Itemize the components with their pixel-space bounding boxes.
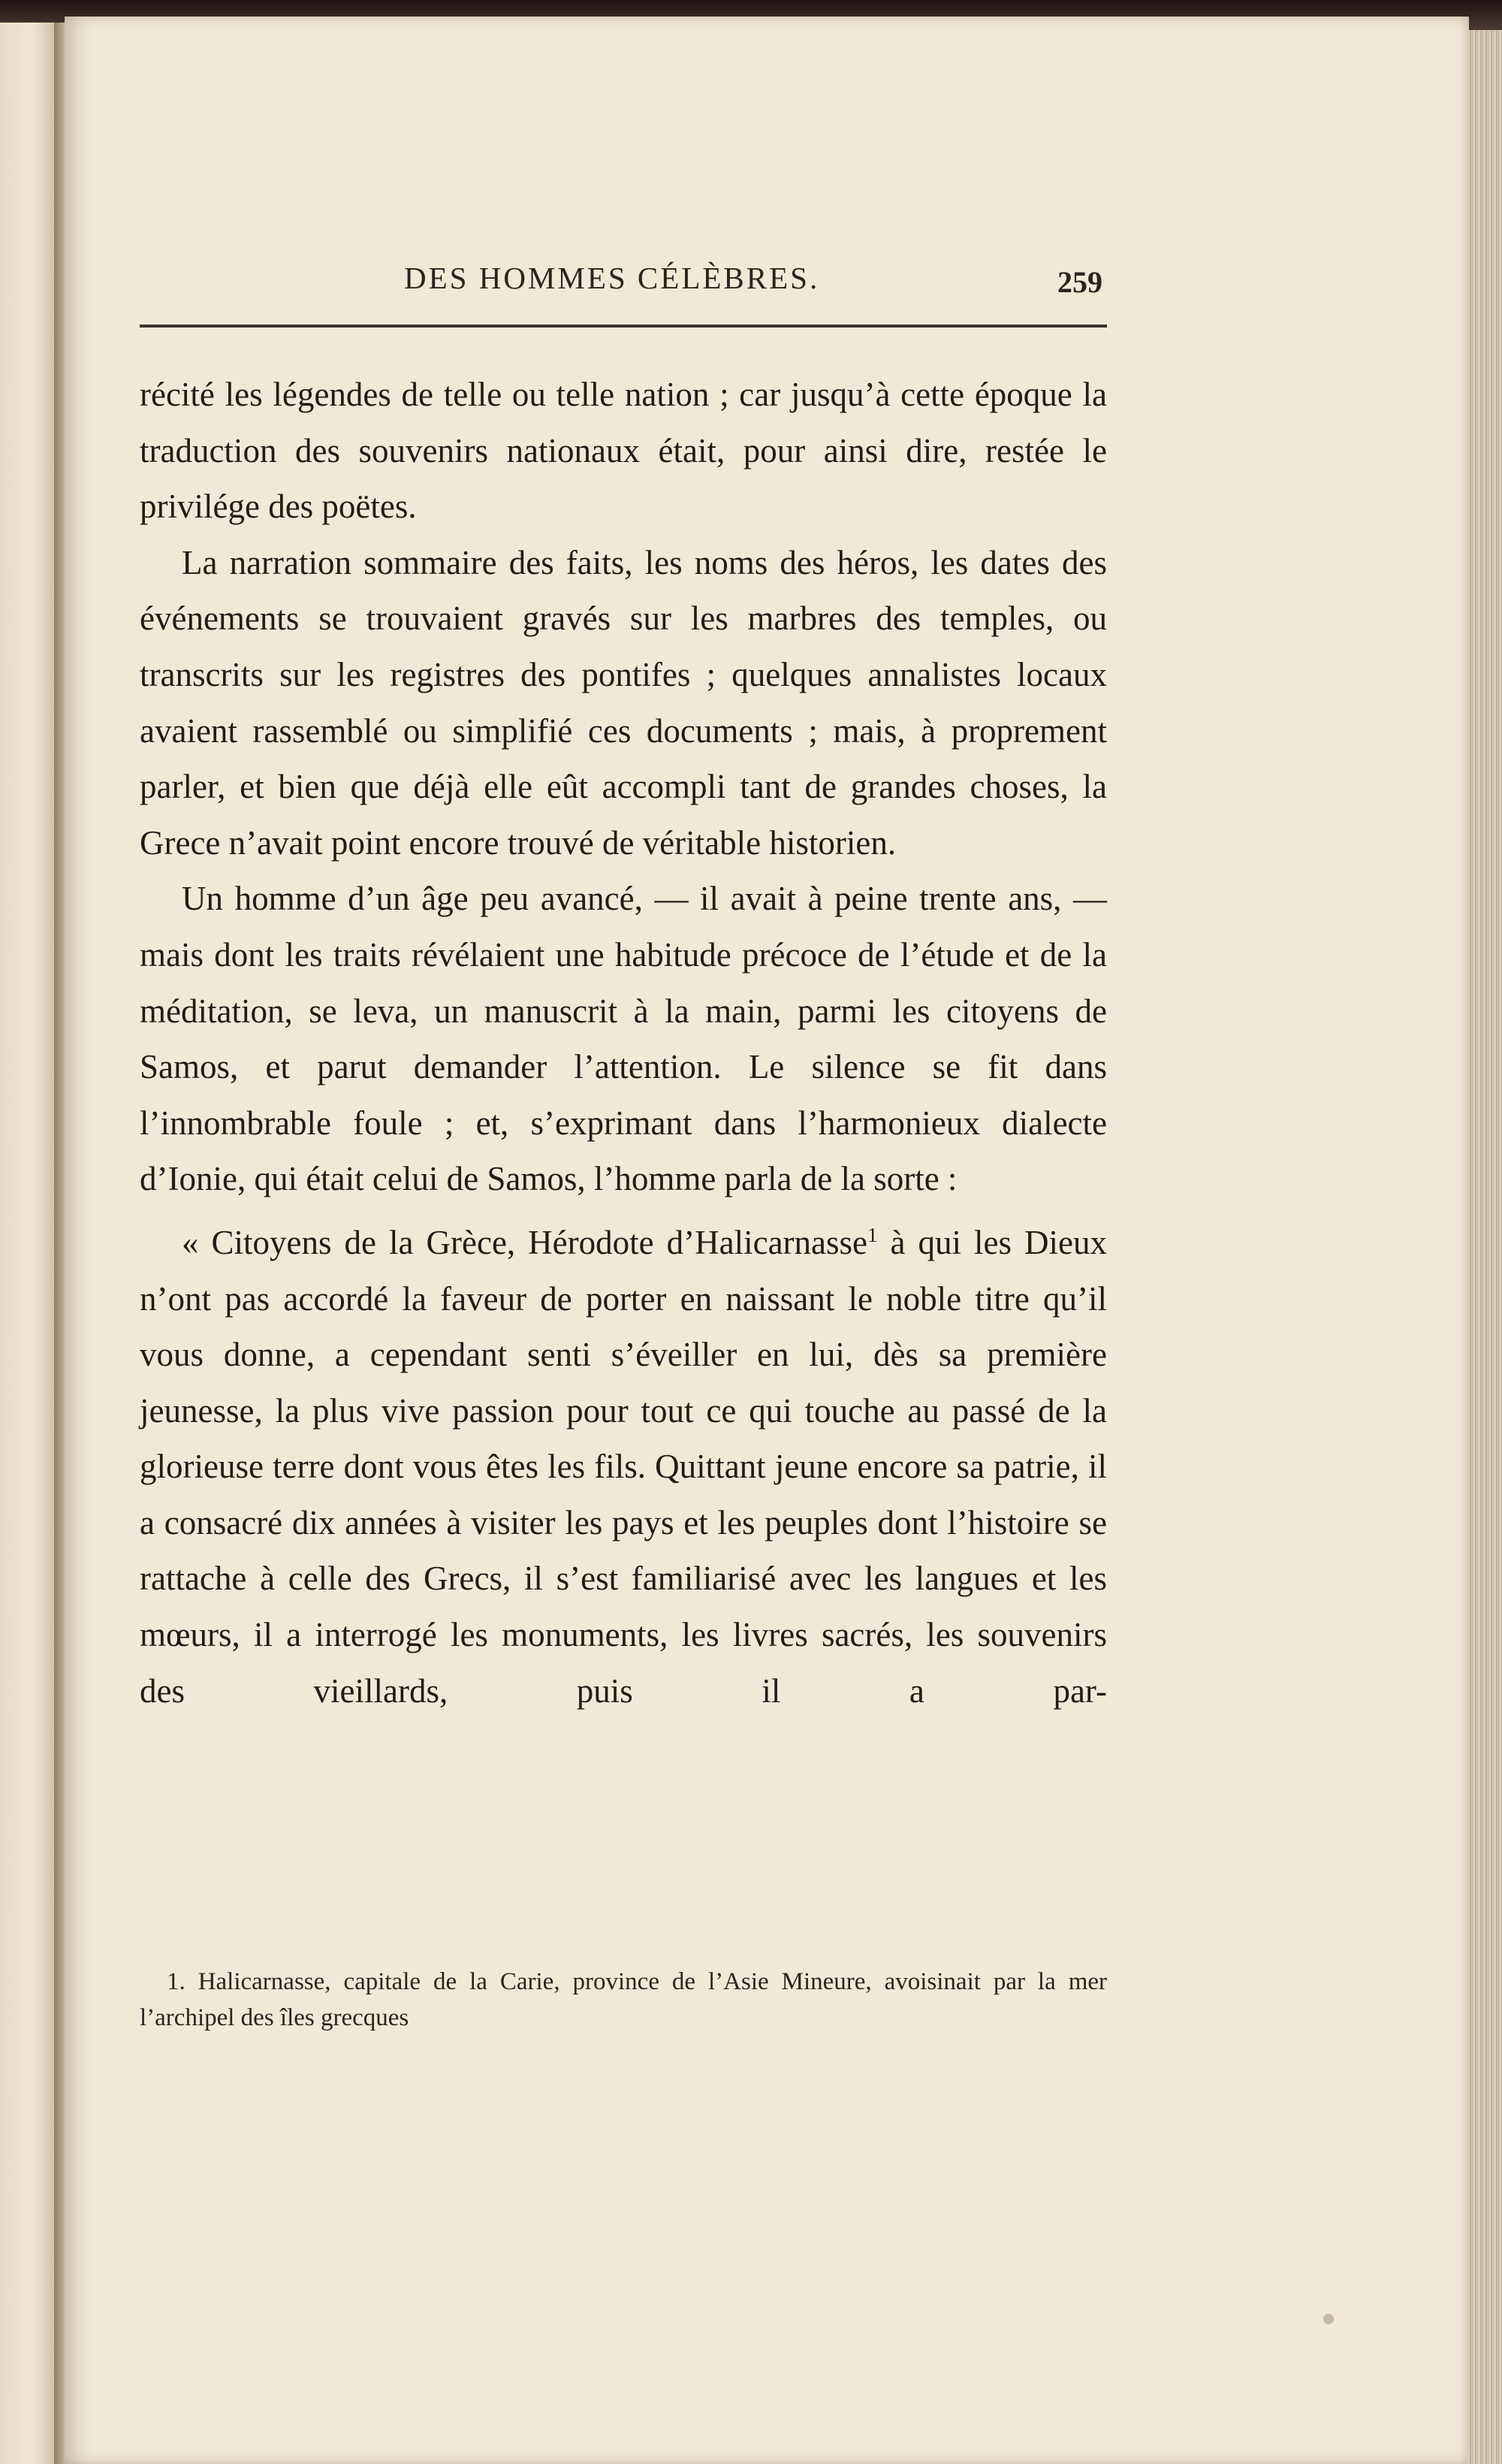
paragraph-2: La narration sommaire des faits, les noms des héros, les dates des événements se trouvaient gravés sur les marbres des temples, ou transcrits sur les registres des pontifes ; quelques annalistes locaux avaient rassemblé ou simplifié ces documents ; mais, à proprement parler, et bien que déjà elle eût accompli tant de grandes choses, la Grece n’avait point encore trouvé de véritable historien.: [140, 543, 1107, 862]
header-rule: [140, 325, 1107, 328]
footnote-body: Halicarnasse, capitale de la Carie, province de l’Asie Mineure, avoisinait par la mer l’archipel des îles grecques: [140, 1968, 1107, 2031]
facing-page-fragment: [0, 23, 59, 2464]
paragraph-4-start: « Citoyens de la Grèce, Hérodote d’Halicarnasse: [182, 1223, 867, 1261]
footnote-reference: 1: [867, 1223, 878, 1246]
paper-stain: [1323, 2314, 1334, 2324]
paragraph-3: Un homme d’un âge peu avancé, — il avait à peine trente ans, — mais dont les traits révélaient une habitude précoce de l’étude et de la méditation, se leva, un manuscrit à la main, parmi les citoyens de Samos, et parut demander l’attention. Le silence se fit dans l’innombrable foule ; et, s’exprimant dans l’harmonieux dialecte d’Ionie, qui était celui de Samos, l’homme parla de la sorte :: [140, 880, 1107, 1198]
main-text: [140, 367, 1107, 1719]
paragraph-4: [140, 1207, 1107, 1719]
page-edges: [1467, 30, 1502, 2464]
footnote-marker: 1.: [167, 1968, 185, 1995]
running-title: DES HOMMES CÉLÈBRES.: [404, 261, 820, 295]
paragraph-4-end: à qui les Dieux n’ont pas accordé la faveur de porter en naissant le noble titre qu’il vous donne, a cependant senti s’éveiller en lui, dès sa première jeunesse, la plus vive passion pour tout ce qui touche au passé de la glorieuse terre dont vous êtes les fils. Quittant jeune encore sa patrie, il a consacré dix années à visiter les pays et les peuples dont l’histoire se rattache à celle des Grecs, il s’est familiarisé avec les langues et les mœurs, il a interrogé les monuments, les livres sacrés, les souvenirs des vieillards, puis il a par-: [140, 1223, 1107, 1710]
footnote: [140, 1964, 1107, 2036]
paragraph-1: récité les légendes de telle ou telle nation ; car jusqu’à cette époque la traduction des souvenirs nationaux était, pour ainsi dire, restée le privilége des poëtes.: [140, 376, 1107, 526]
footnote-text: [140, 1964, 1107, 2036]
page-number: 259: [1057, 265, 1102, 299]
